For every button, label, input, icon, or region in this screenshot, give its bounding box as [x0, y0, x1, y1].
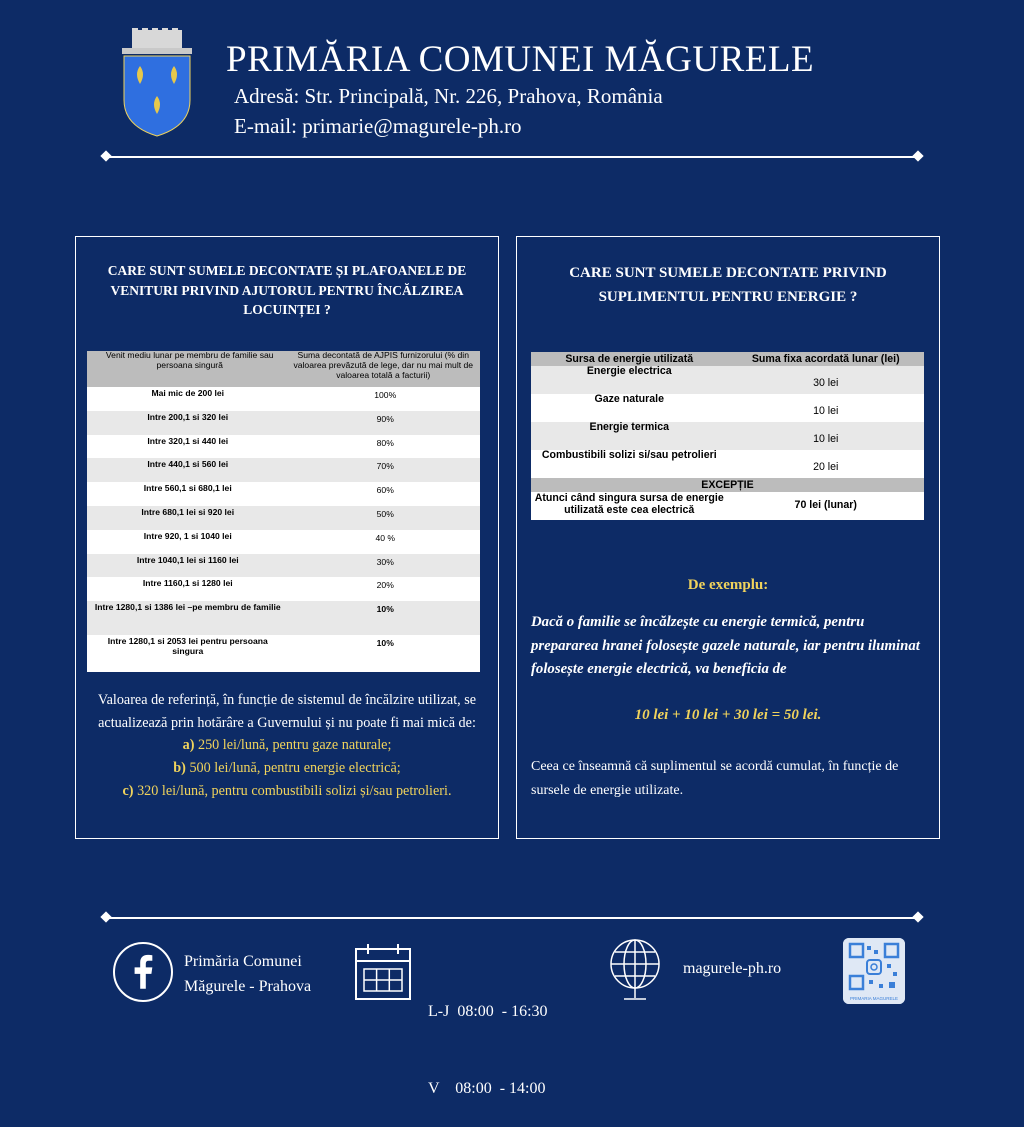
column-header-income: Venit mediu lunar pe membru de familie sau persoana singură [105, 350, 274, 370]
reference-intro: Valoarea de referință, în funcție de sistemul de încălzire utilizat, se actualizează prin hotărâre a Guvernului și nu poate fi mai mică de: [97, 692, 477, 731]
source-cell: Gaze naturale [594, 393, 664, 405]
qr-caption: PRIMARIA MAGURELE [849, 996, 899, 1001]
item-letter: a) [182, 737, 195, 754]
table-row [87, 482, 480, 506]
facebook-page-link[interactable] [184, 950, 311, 1000]
percent-cell: 30% [376, 556, 394, 567]
table-row [87, 635, 480, 672]
income-cell: Intre 1280,1 si 2053 lei pentru persoana singura [107, 636, 268, 657]
email: E-mail: primarie@magurele-ph.ro [234, 114, 522, 138]
example-title: De exemplu: [687, 577, 769, 593]
income-cell: Intre 1280,1 si 1386 lei –pe membru de familie [94, 602, 281, 613]
table-header [531, 352, 924, 366]
reference-item-c [90, 780, 484, 803]
percent-cell: 50% [376, 508, 394, 519]
table-row [87, 435, 480, 459]
amount-cell: 20 lei [813, 461, 839, 473]
globe-icon [606, 936, 664, 1004]
energy-supplement-table [531, 352, 924, 520]
example-text: Dacă o familie se încălzește cu energie termică, pentru prepararea hranei folosește gazele naturale, iar pentru iluminat folosește energie electrică, va beneficia de [531, 614, 920, 678]
table-row [531, 394, 924, 422]
percent-cell: 100% [374, 390, 397, 400]
column-header-source: Sursa de energie utilizată [565, 353, 694, 365]
facebook-icon[interactable] [113, 942, 173, 1002]
item-text: 500 lei/lună, pentru energie electrică; [185, 760, 401, 777]
table-row [87, 387, 480, 411]
percent-cell: 70% [376, 461, 394, 472]
source-cell: Energie termica [589, 421, 669, 433]
source-cell: Atunci când singura sursa de energie utilizată este cea electrică [534, 492, 724, 517]
income-cell: Intre 920, 1 si 1040 lei [143, 530, 232, 541]
column-header-amount: Suma decontată de AJPIS furnizorului (% din valoarea prevăzută de lege, dar nu mai mult de valoarea totală a facturii) [293, 350, 474, 380]
income-cell: Intre 320,1 si 440 lei [147, 435, 229, 446]
item-text: 320 lei/lună, pentru combustibili solizi și/sau petrolieri. [133, 782, 452, 799]
top-divider [106, 156, 918, 158]
income-cell: Intre 200,1 si 320 lei [147, 411, 229, 422]
percent-cell: 90% [376, 413, 394, 424]
percent-cell: 80% [376, 437, 394, 448]
table-row [87, 506, 480, 530]
table-row [87, 458, 480, 482]
table-row [87, 530, 480, 554]
table-row [531, 450, 924, 478]
address: Adresă: Str. Principală, Nr. 226, Prahova, România [234, 84, 663, 108]
heating-aid-panel [75, 236, 499, 839]
facebook-line2: Măgurele - Prahova [184, 977, 312, 995]
coat-of-arms-icon [120, 28, 194, 138]
table-row [87, 411, 480, 435]
table-header [87, 351, 480, 387]
table-row [531, 366, 924, 394]
income-cell: Intre 1040,1 lei si 1160 lei [136, 554, 239, 565]
percent-cell: 20% [376, 580, 394, 591]
facebook-line1: Primăria Comunei [184, 953, 302, 970]
table-body [531, 366, 924, 478]
hours-friday: V 08:00 - 14:00 [428, 1079, 546, 1097]
reference-item-b [90, 757, 484, 780]
reference-value-note [90, 689, 484, 803]
item-letter: b) [173, 760, 186, 777]
income-cell: Mai mic de 200 lei [151, 388, 225, 398]
item-text: 250 lei/lună, pentru gaze naturale; [194, 737, 392, 754]
percent-cell: 10% [376, 638, 394, 649]
energy-supplement-panel [516, 236, 940, 839]
exception-row [531, 492, 924, 520]
table-row [87, 601, 480, 635]
table-row [87, 577, 480, 601]
table-row [87, 554, 480, 578]
source-cell: Energie electrica [586, 365, 672, 377]
income-cell: Intre 1160,1 si 1280 lei [142, 578, 233, 589]
page-title: PRIMĂRIA COMUNEI MĂGURELE [226, 39, 815, 80]
exception-label: EXCEPȚIE [531, 478, 924, 492]
bottom-divider [106, 917, 918, 919]
qr-code-icon[interactable] [843, 938, 905, 1004]
income-cell: Intre 440,1 si 560 lei [147, 459, 229, 470]
amount-cell: 10 lei [813, 405, 839, 417]
hours-weekdays: L-J 08:00 - 16:30 [428, 1003, 548, 1021]
percent-cell: 10% [376, 604, 394, 615]
income-cell: Intre 680,1 lei si 920 lei [141, 506, 235, 517]
percent-cell: 40 % [375, 532, 396, 543]
amount-cell: 10 lei [813, 433, 839, 445]
energy-supplement-title: CARE SUNT SUMELE DECONTATE PRIVIND SUPLIMENTUL PENTRU ENERGIE ? [569, 265, 887, 305]
table-row [531, 422, 924, 450]
column-header-amount: Suma fixa acordată lunar (lei) [751, 353, 900, 365]
calendar-icon [354, 943, 412, 1001]
opening-hours [428, 948, 548, 1127]
heating-aid-table [87, 351, 480, 672]
source-cell: Combustibili solizi si/sau petrolieri [541, 449, 717, 461]
income-cell: Intre 560,1 si 680,1 lei [143, 483, 232, 494]
percent-cell: 60% [376, 485, 394, 496]
amount-cell: 30 lei [813, 377, 839, 389]
cumulative-note: Ceea ce înseamnă că suplimentul se acordă cumulat, în funcție de sursele de energie utilizate. [531, 759, 899, 798]
amount-cell: 70 lei (lunar) [794, 499, 857, 511]
item-letter: c) [122, 782, 134, 799]
website-link[interactable]: magurele-ph.ro [683, 960, 782, 977]
heating-aid-title: CARE SUNT SUMELE DECONTATE ȘI PLAFOANELE DE VENITURI PRIVIND AJUTORUL PENTRU ÎNCĂLZIREA LOCUINȚEI ? [107, 263, 467, 318]
example-sum: 10 lei + 10 lei + 30 lei = 50 lei. [634, 707, 822, 723]
reference-item-a [90, 734, 484, 757]
